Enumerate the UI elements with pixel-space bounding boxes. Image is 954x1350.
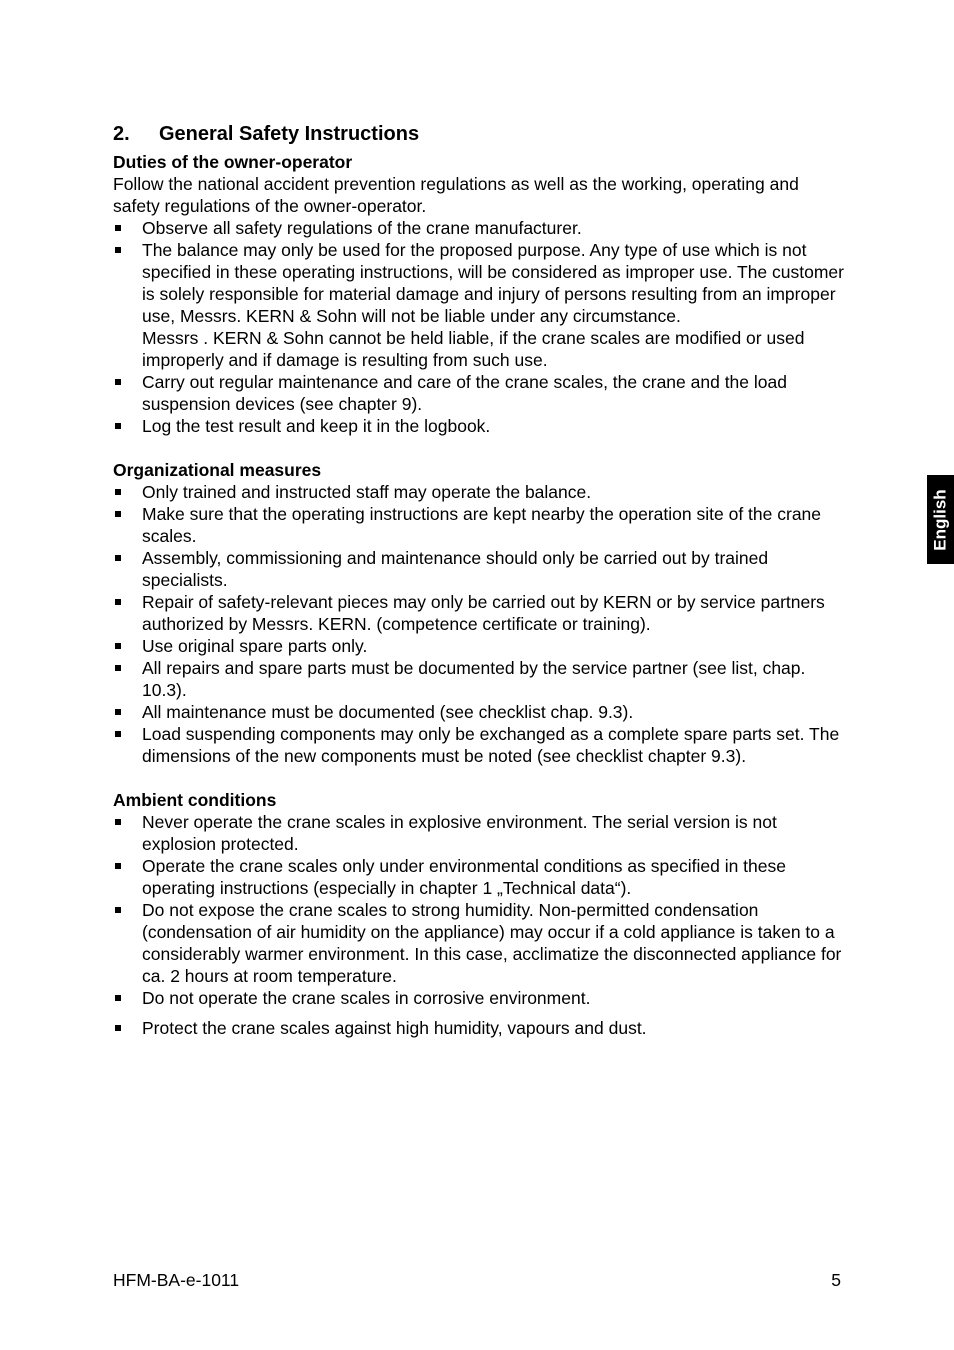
bullet-square-icon bbox=[115, 1025, 121, 1031]
duties-list bbox=[113, 217, 845, 437]
duties-heading: Duties of the owner-operator bbox=[113, 152, 353, 172]
bullet-square-icon bbox=[115, 709, 121, 715]
duties-intro: Follow the national accident prevention regulations as well as the working, operating and safety regulations of the owner-operator. bbox=[113, 174, 799, 216]
list-item: Assembly, commissioning and maintenance should only be carried out by trained specialists. bbox=[113, 547, 845, 591]
list-item-extra: Messrs . KERN & Sohn cannot be held liable, if the crane scales are modified or used improperly and if damage is resulting from such use. bbox=[142, 328, 805, 370]
ambient-list bbox=[113, 811, 845, 1009]
list-item: Observe all safety regulations of the crane manufacturer. bbox=[113, 217, 845, 239]
section-heading bbox=[113, 121, 845, 147]
section-title: General Safety Instructions bbox=[159, 123, 420, 145]
organizational-list bbox=[113, 481, 845, 767]
list-item: All repairs and spare parts must be documented by the service partner (see list, chap. 10.3). bbox=[113, 657, 845, 701]
list-item: Make sure that the operating instructions are kept nearby the operation site of the crane scales. bbox=[113, 503, 845, 547]
language-tab bbox=[927, 475, 954, 564]
bullet-square-icon bbox=[115, 225, 121, 231]
bullet-square-icon bbox=[115, 907, 121, 913]
list-item: The balance may only be used for the proposed purpose. Any type of use which is not specified in these operating instructions, will be considered as improper use. The customer is solely responsible for material damage and injury of persons resulting from an improper use, Messrs. KERN & Sohn will not be liable under any circumstance. Messrs . KERN & Sohn cannot be held liable, if the crane scales are modified or used improperly and if damage is resulting from such use. bbox=[113, 239, 845, 371]
spacer bbox=[113, 767, 845, 789]
bullet-square-icon bbox=[115, 599, 121, 605]
list-item: Do not expose the crane scales to strong humidity. Non-permitted condensation (condensation of air humidity on the appliance) may occur if a cold appliance is taken to a considerably warmer environment. In this case, acclimatize the disconnected appliance for ca. 2 hours at room temperature. bbox=[113, 899, 845, 987]
bullet-square-icon bbox=[115, 819, 121, 825]
list-item: Do not operate the crane scales in corrosive environment. bbox=[113, 987, 845, 1009]
list-item: Only trained and instructed staff may operate the balance. bbox=[113, 481, 845, 503]
list-item: Use original spare parts only. bbox=[113, 635, 845, 657]
bullet-square-icon bbox=[115, 731, 121, 737]
ambient-list-last bbox=[113, 1017, 845, 1039]
list-item: Protect the crane scales against high humidity, vapours and dust. bbox=[113, 1017, 845, 1039]
bullet-square-icon bbox=[115, 863, 121, 869]
bullet-square-icon bbox=[115, 511, 121, 517]
bullet-square-icon bbox=[115, 555, 121, 561]
bullet-square-icon bbox=[115, 665, 121, 671]
bullet-square-icon bbox=[115, 423, 121, 429]
section-number: 2. bbox=[113, 123, 130, 145]
bullet-square-icon bbox=[115, 489, 121, 495]
bullet-square-icon bbox=[115, 643, 121, 649]
footer-page-number: 5 bbox=[831, 1270, 841, 1290]
list-item: Repair of safety-relevant pieces may only be carried out by KERN or by service partners authorized by Messrs. KERN. (competence certificate or training). bbox=[113, 591, 845, 635]
page-content bbox=[113, 121, 845, 1039]
list-item: Operate the crane scales only under environmental conditions as specified in these operating instructions (especially in chapter 1 „Technical data“). bbox=[113, 855, 845, 899]
list-item: Log the test result and keep it in the logbook. bbox=[113, 415, 845, 437]
ambient-heading: Ambient conditions bbox=[113, 790, 277, 810]
organizational-heading: Organizational measures bbox=[113, 460, 322, 480]
footer-doc-code: HFM-BA-e-1011 bbox=[113, 1270, 240, 1290]
spacer bbox=[113, 437, 845, 459]
list-item: All maintenance must be documented (see checklist chap. 9.3). bbox=[113, 701, 845, 723]
bullet-square-icon bbox=[115, 995, 121, 1001]
bullet-square-icon bbox=[115, 379, 121, 385]
language-tab-label: English bbox=[930, 488, 950, 551]
spacer bbox=[113, 1009, 845, 1017]
bullet-square-icon bbox=[115, 247, 121, 253]
list-item: Load suspending components may only be exchanged as a complete spare parts set. The dimensions of the new components must be noted (see checklist chapter 9.3). bbox=[113, 723, 845, 767]
list-item: Carry out regular maintenance and care of the crane scales, the crane and the load suspension devices (see chapter 9). bbox=[113, 371, 845, 415]
list-item: Never operate the crane scales in explosive environment. The serial version is not explosion protected. bbox=[113, 811, 845, 855]
